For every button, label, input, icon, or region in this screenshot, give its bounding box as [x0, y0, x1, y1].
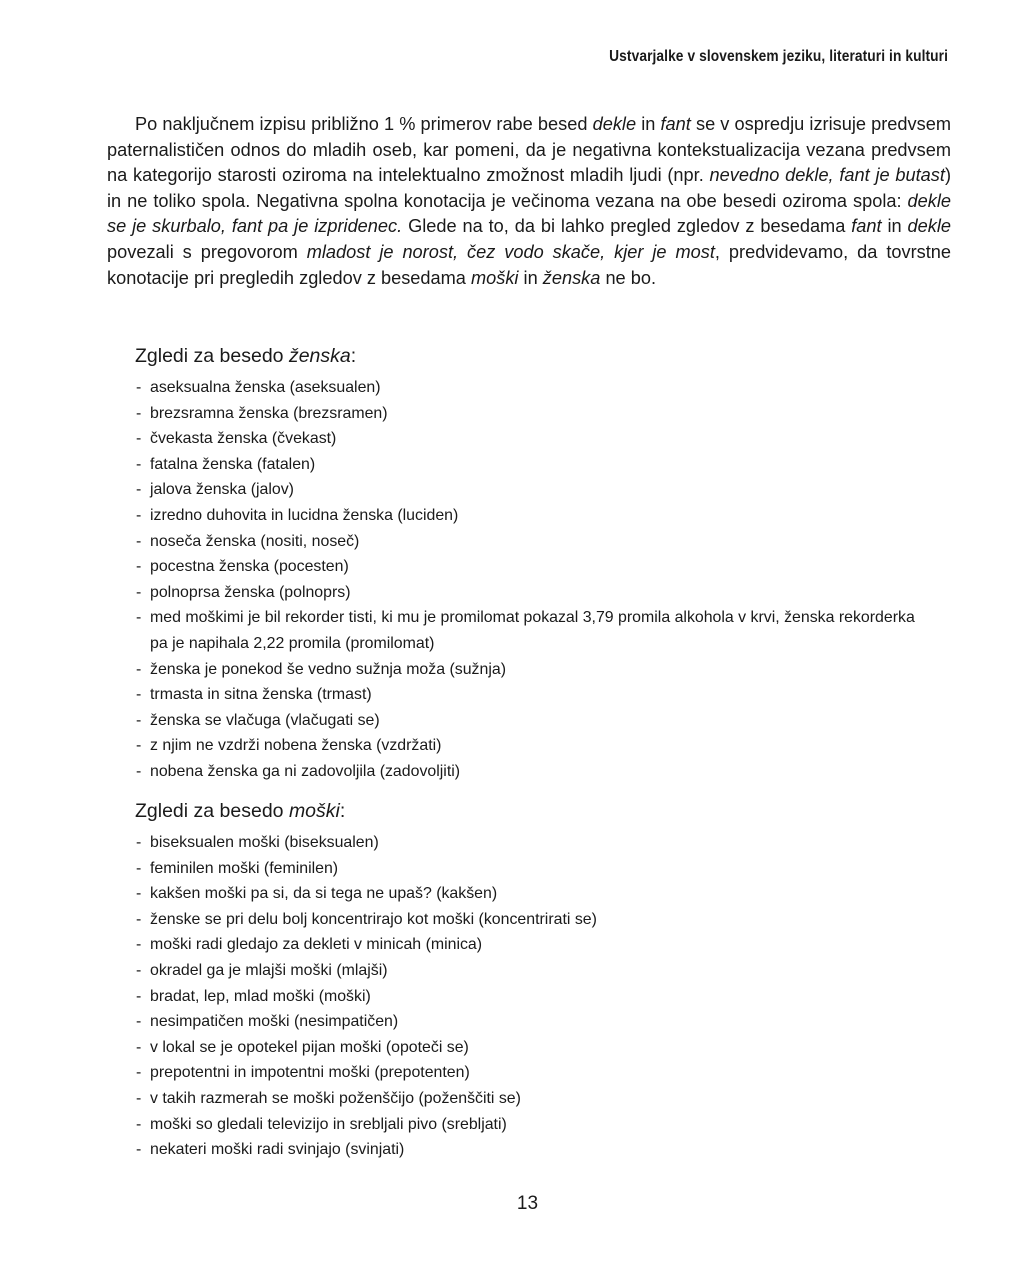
list-bullet-dash: -: [136, 834, 142, 851]
list-item: [0, 1035, 920, 1061]
list-item-text: brezsramna ženska (brezsramen): [150, 404, 388, 422]
list-bullet-dash: -: [136, 404, 142, 422]
list-item-text: moški so gledali televizijo in srebljali pivo (srebljati): [150, 1115, 507, 1133]
list-bullet-dash: -: [136, 762, 142, 780]
list-item: [0, 1086, 920, 1112]
list-item-text: ženska se vlačuga (vlačugati se): [150, 711, 380, 729]
list-item: [0, 1060, 920, 1086]
list-item-text: jalova ženska (jalov): [150, 481, 294, 499]
examples-zenska-section: [0, 343, 1024, 785]
list-item: [0, 554, 920, 580]
examples-moski-list: [0, 830, 1024, 1163]
list-item: [0, 426, 920, 452]
list-item: [0, 881, 920, 907]
list-item-text: aseksualna ženska (aseksualen): [150, 379, 381, 396]
list-item-text: moški radi gledajo za dekleti v minicah (minica): [150, 936, 483, 954]
list-bullet-dash: -: [136, 885, 142, 903]
list-item: [0, 657, 920, 683]
list-item-text: polnoprsa ženska (polnoprs): [150, 583, 351, 601]
list-bullet-dash: -: [136, 737, 142, 755]
list-bullet-dash: -: [136, 1038, 142, 1056]
list-item: [0, 375, 920, 401]
list-bullet-dash: -: [136, 910, 142, 928]
list-bullet-dash: -: [136, 686, 142, 704]
list-bullet-dash: -: [136, 583, 142, 601]
list-item-text: prepotentni in impotentni moški (prepotenten): [150, 1064, 470, 1082]
list-item-text: noseča ženska (nositi, noseč): [150, 532, 360, 550]
list-bullet-dash: -: [136, 532, 142, 550]
list-item: [0, 452, 920, 478]
intro-paragraph: Po naključnem izpisu približno 1 % primerov rabe besed dekle in fant se v ospredju izrisuje predvsem paternalističen odnos do mladih oseb, kar pomeni, da je negativna kontekstualizacija vezana predvsem na kategorijo starosti oziroma na intelektualno zmožnost mladih ljudi (npr. nevedno dekle, fant je butast) in ne toliko spola. Negativna spolna konotacija je večinoma vezana na obe besedi oziroma spola: dekle se je skurbalo, fant pa je izpridenec. Glede na to, da bi lahko pregled zgledov z besedama fant in dekle povezali s pregovorom mladost je norost, čez vodo skače, kjer je most, predvidevamo, da tovrstne konotacije pri pregledih zgledov z besedama moški in ženska ne bo.: [107, 114, 952, 288]
list-item: [0, 759, 920, 785]
list-item-text: izredno duhovita in lucidna ženska (luciden): [150, 506, 459, 524]
list-item-text: nekateri moški radi svinjajo (svinjati): [150, 1141, 405, 1159]
examples-moski-heading: Zgledi za besedo moški:: [135, 800, 346, 822]
list-bullet-dash: -: [136, 379, 142, 396]
list-item-text: v takih razmerah se moški poženščijo (poženščiti se): [150, 1089, 521, 1107]
list-item-text: ženske se pri delu bolj koncentrirajo kot moški (koncentrirati se): [150, 910, 597, 928]
list-item-text: čvekasta ženska (čvekast): [150, 430, 337, 448]
list-item: [0, 932, 920, 958]
list-item: [0, 830, 920, 856]
list-item: [0, 984, 920, 1010]
list-bullet-dash: -: [136, 1064, 142, 1082]
running-header: Ustvarjalke v slovenskem jeziku, literaturi in kulturi: [609, 48, 948, 65]
list-bullet-dash: -: [136, 558, 142, 576]
list-item: [0, 477, 920, 503]
list-bullet-dash: -: [136, 961, 142, 979]
list-item: [0, 1112, 920, 1138]
list-bullet-dash: -: [136, 711, 142, 729]
list-bullet-dash: -: [136, 1013, 142, 1031]
list-item: [0, 605, 920, 656]
list-bullet-dash: -: [136, 1115, 142, 1133]
list-item: [0, 682, 920, 708]
list-item: [0, 907, 920, 933]
list-item: [0, 708, 920, 734]
list-item-text: biseksualen moški (biseksualen): [150, 834, 379, 851]
list-bullet-dash: -: [136, 1141, 142, 1159]
list-bullet-dash: -: [136, 609, 142, 627]
list-item-text: med moškimi je bil rekorder tisti, ki mu je promilomat pokazal 3,79 promila alkohola v krvi, ženska rekorderka pa je napihala 2,22 promila (promilomat): [150, 609, 915, 652]
list-bullet-dash: -: [136, 859, 142, 877]
list-bullet-dash: -: [136, 455, 142, 473]
examples-moski-section: [0, 798, 1024, 1163]
list-bullet-dash: -: [136, 481, 142, 499]
list-bullet-dash: -: [136, 987, 142, 1005]
list-item-text: fatalna ženska (fatalen): [150, 455, 316, 473]
list-item-text: pocestna ženska (pocesten): [150, 558, 349, 576]
list-item: [0, 733, 920, 759]
examples-zenska-heading: Zgledi za besedo ženska:: [135, 345, 357, 367]
list-item: [0, 856, 920, 882]
list-item-text: v lokal se je opotekel pijan moški (opoteči se): [150, 1038, 469, 1056]
list-item: [0, 1137, 920, 1163]
list-item: [0, 580, 920, 606]
list-item-text: okradel ga je mlajši moški (mlajši): [150, 961, 388, 979]
list-bullet-dash: -: [136, 506, 142, 524]
list-item: [0, 503, 920, 529]
list-bullet-dash: -: [136, 430, 142, 448]
list-item: [0, 958, 920, 984]
examples-zenska-list: [0, 375, 1024, 785]
list-item-text: kakšen moški pa si, da si tega ne upaš? (kakšen): [150, 885, 498, 903]
list-item: [0, 529, 920, 555]
list-item-text: nobena ženska ga ni zadovoljila (zadovoljiti): [150, 762, 461, 780]
list-item-text: bradat, lep, mlad moški (moški): [150, 987, 371, 1005]
list-bullet-dash: -: [136, 936, 142, 954]
list-item: [0, 401, 920, 427]
list-bullet-dash: -: [136, 1089, 142, 1107]
list-item-text: z njim ne vzdrži nobena ženska (vzdržati): [150, 737, 442, 755]
list-item-text: nesimpatičen moški (nesimpatičen): [150, 1013, 399, 1031]
page-number: 13: [516, 1193, 539, 1214]
list-item-text: feminilen moški (feminilen): [150, 859, 339, 877]
list-item: [0, 1009, 920, 1035]
list-bullet-dash: -: [136, 660, 142, 678]
list-item-text: ženska je ponekod še vedno sužnja moža (sužnja): [150, 660, 506, 678]
list-item-text: trmasta in sitna ženska (trmast): [150, 686, 372, 704]
